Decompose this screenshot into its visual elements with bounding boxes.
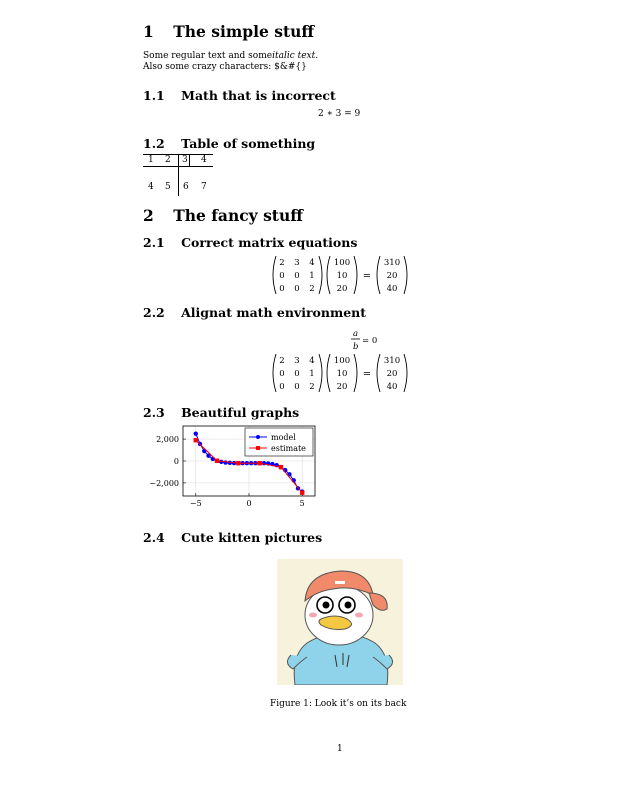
vector-cell: 10 bbox=[336, 271, 348, 281]
matrix-cell: 0 bbox=[294, 284, 300, 294]
equals-sign: = bbox=[362, 271, 372, 282]
line-chart bbox=[140, 420, 330, 515]
matrix-cell: 0 bbox=[294, 369, 300, 379]
matrix-cell: 3 bbox=[294, 258, 300, 268]
matrix-cell: 2 bbox=[309, 284, 315, 294]
y-tick-label: 0 bbox=[173, 457, 179, 466]
vector-cell: 310 bbox=[383, 258, 401, 268]
table-cell: 3 bbox=[182, 155, 188, 165]
subsection-2-4-heading: 2.4 Cute kitten pictures bbox=[143, 530, 323, 545]
fraction-rhs: = 0 bbox=[362, 336, 378, 346]
x-tick-label: −5 bbox=[189, 499, 202, 508]
chart-legend bbox=[245, 428, 313, 456]
vector-cell: 20 bbox=[336, 382, 348, 392]
matrix-cell: 1 bbox=[309, 369, 315, 379]
legend-marker-estimate bbox=[256, 446, 260, 450]
point-estimate bbox=[215, 459, 219, 463]
point-estimate bbox=[257, 461, 261, 465]
table-cell: 4 bbox=[148, 182, 154, 192]
x-tick-label: 0 bbox=[246, 499, 252, 508]
figure-caption: Figure 1: Look it’s on its back bbox=[270, 699, 407, 709]
fraction-denominator: b bbox=[353, 342, 359, 352]
point-model bbox=[194, 431, 198, 435]
matrix-cell: 3 bbox=[294, 356, 300, 366]
table-vertical-rule bbox=[178, 154, 179, 196]
right-pupil bbox=[345, 602, 352, 609]
vector-cell: 20 bbox=[336, 284, 348, 294]
matrix-cell: 4 bbox=[309, 258, 315, 268]
left-pupil bbox=[323, 602, 330, 609]
matrix-cell: 2 bbox=[279, 258, 285, 268]
incorrect-equation: 2 ∗ 3 = 9 bbox=[318, 109, 361, 119]
matrix-cell: 0 bbox=[279, 369, 285, 379]
matrix-equation-2-2 bbox=[270, 352, 410, 394]
y-tick-label: −2,000 bbox=[149, 478, 179, 488]
table-vertical-rule-2 bbox=[189, 154, 190, 166]
matrix-cell: 4 bbox=[309, 356, 315, 366]
body-text-line-2: Also some crazy characters: $&#{} bbox=[143, 62, 307, 72]
vector-cell: 40 bbox=[386, 284, 398, 294]
subsection-2-1-heading: 2.1 Correct matrix equations bbox=[143, 235, 358, 250]
vector-cell: 100 bbox=[333, 258, 351, 268]
section-title: The simple stuff bbox=[173, 22, 315, 41]
matrix-cell: 0 bbox=[294, 382, 300, 392]
subsection-1-1-heading: 1.1 Math that is incorrect bbox=[143, 88, 336, 103]
point-estimate bbox=[300, 491, 304, 495]
matrix-cell: 0 bbox=[279, 271, 285, 281]
subsection-2-2-heading: 2.2 Alignat math environment bbox=[143, 305, 367, 320]
matrix-equation-2-1 bbox=[270, 254, 410, 296]
matrix-cell: 2 bbox=[309, 382, 315, 392]
legend-marker-model bbox=[256, 435, 260, 439]
subsection-1-2-heading: 1.2 Table of something bbox=[143, 136, 316, 151]
table-cell: 6 bbox=[183, 182, 189, 192]
y-tick-label: 2,000 bbox=[156, 435, 179, 445]
matrix-cell: 2 bbox=[279, 356, 285, 366]
section-number: 1 bbox=[143, 22, 154, 41]
vector-cell: 40 bbox=[386, 382, 398, 392]
cap-badge bbox=[335, 581, 345, 584]
matrix-cell: 0 bbox=[294, 271, 300, 281]
point-estimate bbox=[236, 461, 240, 465]
table-cell: 5 bbox=[165, 182, 171, 192]
equals-sign: = bbox=[362, 369, 372, 380]
page-number: 1 bbox=[337, 744, 343, 754]
vector-cell: 10 bbox=[336, 369, 348, 379]
table-of-something bbox=[143, 154, 213, 196]
table-cell: 1 bbox=[148, 155, 154, 165]
matrix-cell: 1 bbox=[309, 271, 315, 281]
point-model bbox=[223, 460, 227, 464]
right-cheek bbox=[355, 613, 363, 618]
body-text-line-1: Some regular text and someitalic text. bbox=[143, 51, 319, 61]
point-model bbox=[211, 457, 215, 461]
point-estimate bbox=[279, 465, 283, 469]
table-cell: 4 bbox=[201, 155, 207, 165]
section-1-heading bbox=[143, 22, 314, 41]
legend-label-model: model bbox=[271, 433, 296, 442]
vector-cell: 20 bbox=[386, 369, 398, 379]
left-cheek bbox=[309, 613, 317, 618]
vector-cell: 100 bbox=[333, 356, 351, 366]
table-cell: 7 bbox=[201, 182, 207, 192]
legend-label-estimate: estimate bbox=[271, 444, 306, 453]
fraction-equation bbox=[348, 327, 388, 353]
vector-cell: 20 bbox=[386, 271, 398, 281]
table-cell: 2 bbox=[165, 155, 171, 165]
point-estimate bbox=[194, 438, 198, 442]
x-tick-label: 5 bbox=[299, 499, 305, 508]
vector-cell: 310 bbox=[383, 356, 401, 366]
matrix-cell: 0 bbox=[279, 382, 285, 392]
fraction-numerator: a bbox=[353, 329, 359, 339]
subsection-2-3-heading: 2.3 Beautiful graphs bbox=[143, 405, 300, 420]
section-2-heading: 2 The fancy stuff bbox=[143, 206, 303, 225]
matrix-cell: 0 bbox=[279, 284, 285, 294]
duck-illustration bbox=[277, 559, 403, 685]
